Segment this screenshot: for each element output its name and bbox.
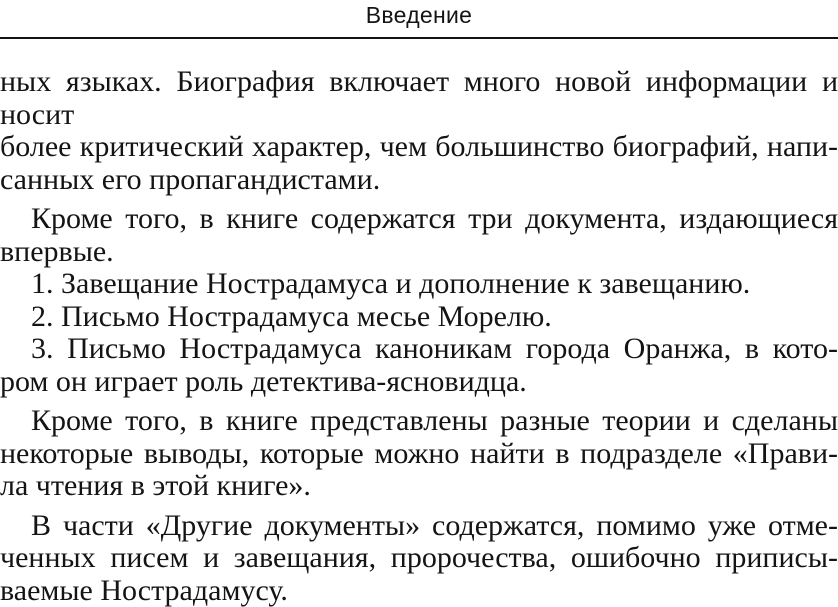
text-line: В части «Другие документы» содержатся, помимо уже отме- — [0, 510, 838, 543]
text-line: санных его пропагандистами. — [0, 164, 838, 197]
text-line: впервые. — [0, 236, 838, 269]
text-line: 1. Завещание Нострадамуса и дополнение к завещанию. — [0, 268, 838, 301]
paragraph-1 — [0, 66, 838, 196]
running-head: Введение — [0, 0, 838, 30]
text-line: ченных писем и завещания, пророчества, ошибочно приписы- — [0, 542, 838, 575]
list-item-1 — [0, 268, 838, 301]
paragraph-4 — [0, 510, 838, 607]
list-item-3 — [0, 333, 838, 398]
body-text — [0, 66, 838, 607]
text-line: ваемые Нострадамусу. — [0, 575, 838, 607]
text-line: ных языках. Биография включает много новой информации и носит — [0, 66, 838, 131]
paragraph-3 — [0, 405, 838, 503]
header-rule — [0, 37, 838, 39]
text-line: Кроме того, в книге представлены разные теории и сделаны — [0, 405, 838, 438]
text-line: 2. Письмо Нострадамуса месье Морелю. — [0, 301, 838, 334]
text-line: ла чтения в этой книге». — [0, 470, 838, 503]
text-line: 3. Письмо Нострадамуса каноникам города Оранжа, в кото- — [0, 333, 838, 366]
list-item-2 — [0, 301, 838, 334]
paragraph-2 — [0, 203, 838, 268]
text-line: Кроме того, в книге содержатся три документа, издающиеся — [0, 203, 838, 236]
text-line: ром он играет роль детектива-ясновидца. — [0, 366, 838, 399]
text-line: более критический характер, чем большинство биографий, напи- — [0, 131, 838, 164]
text-line: некоторые выводы, которые можно найти в подразделе «Прави- — [0, 438, 838, 471]
